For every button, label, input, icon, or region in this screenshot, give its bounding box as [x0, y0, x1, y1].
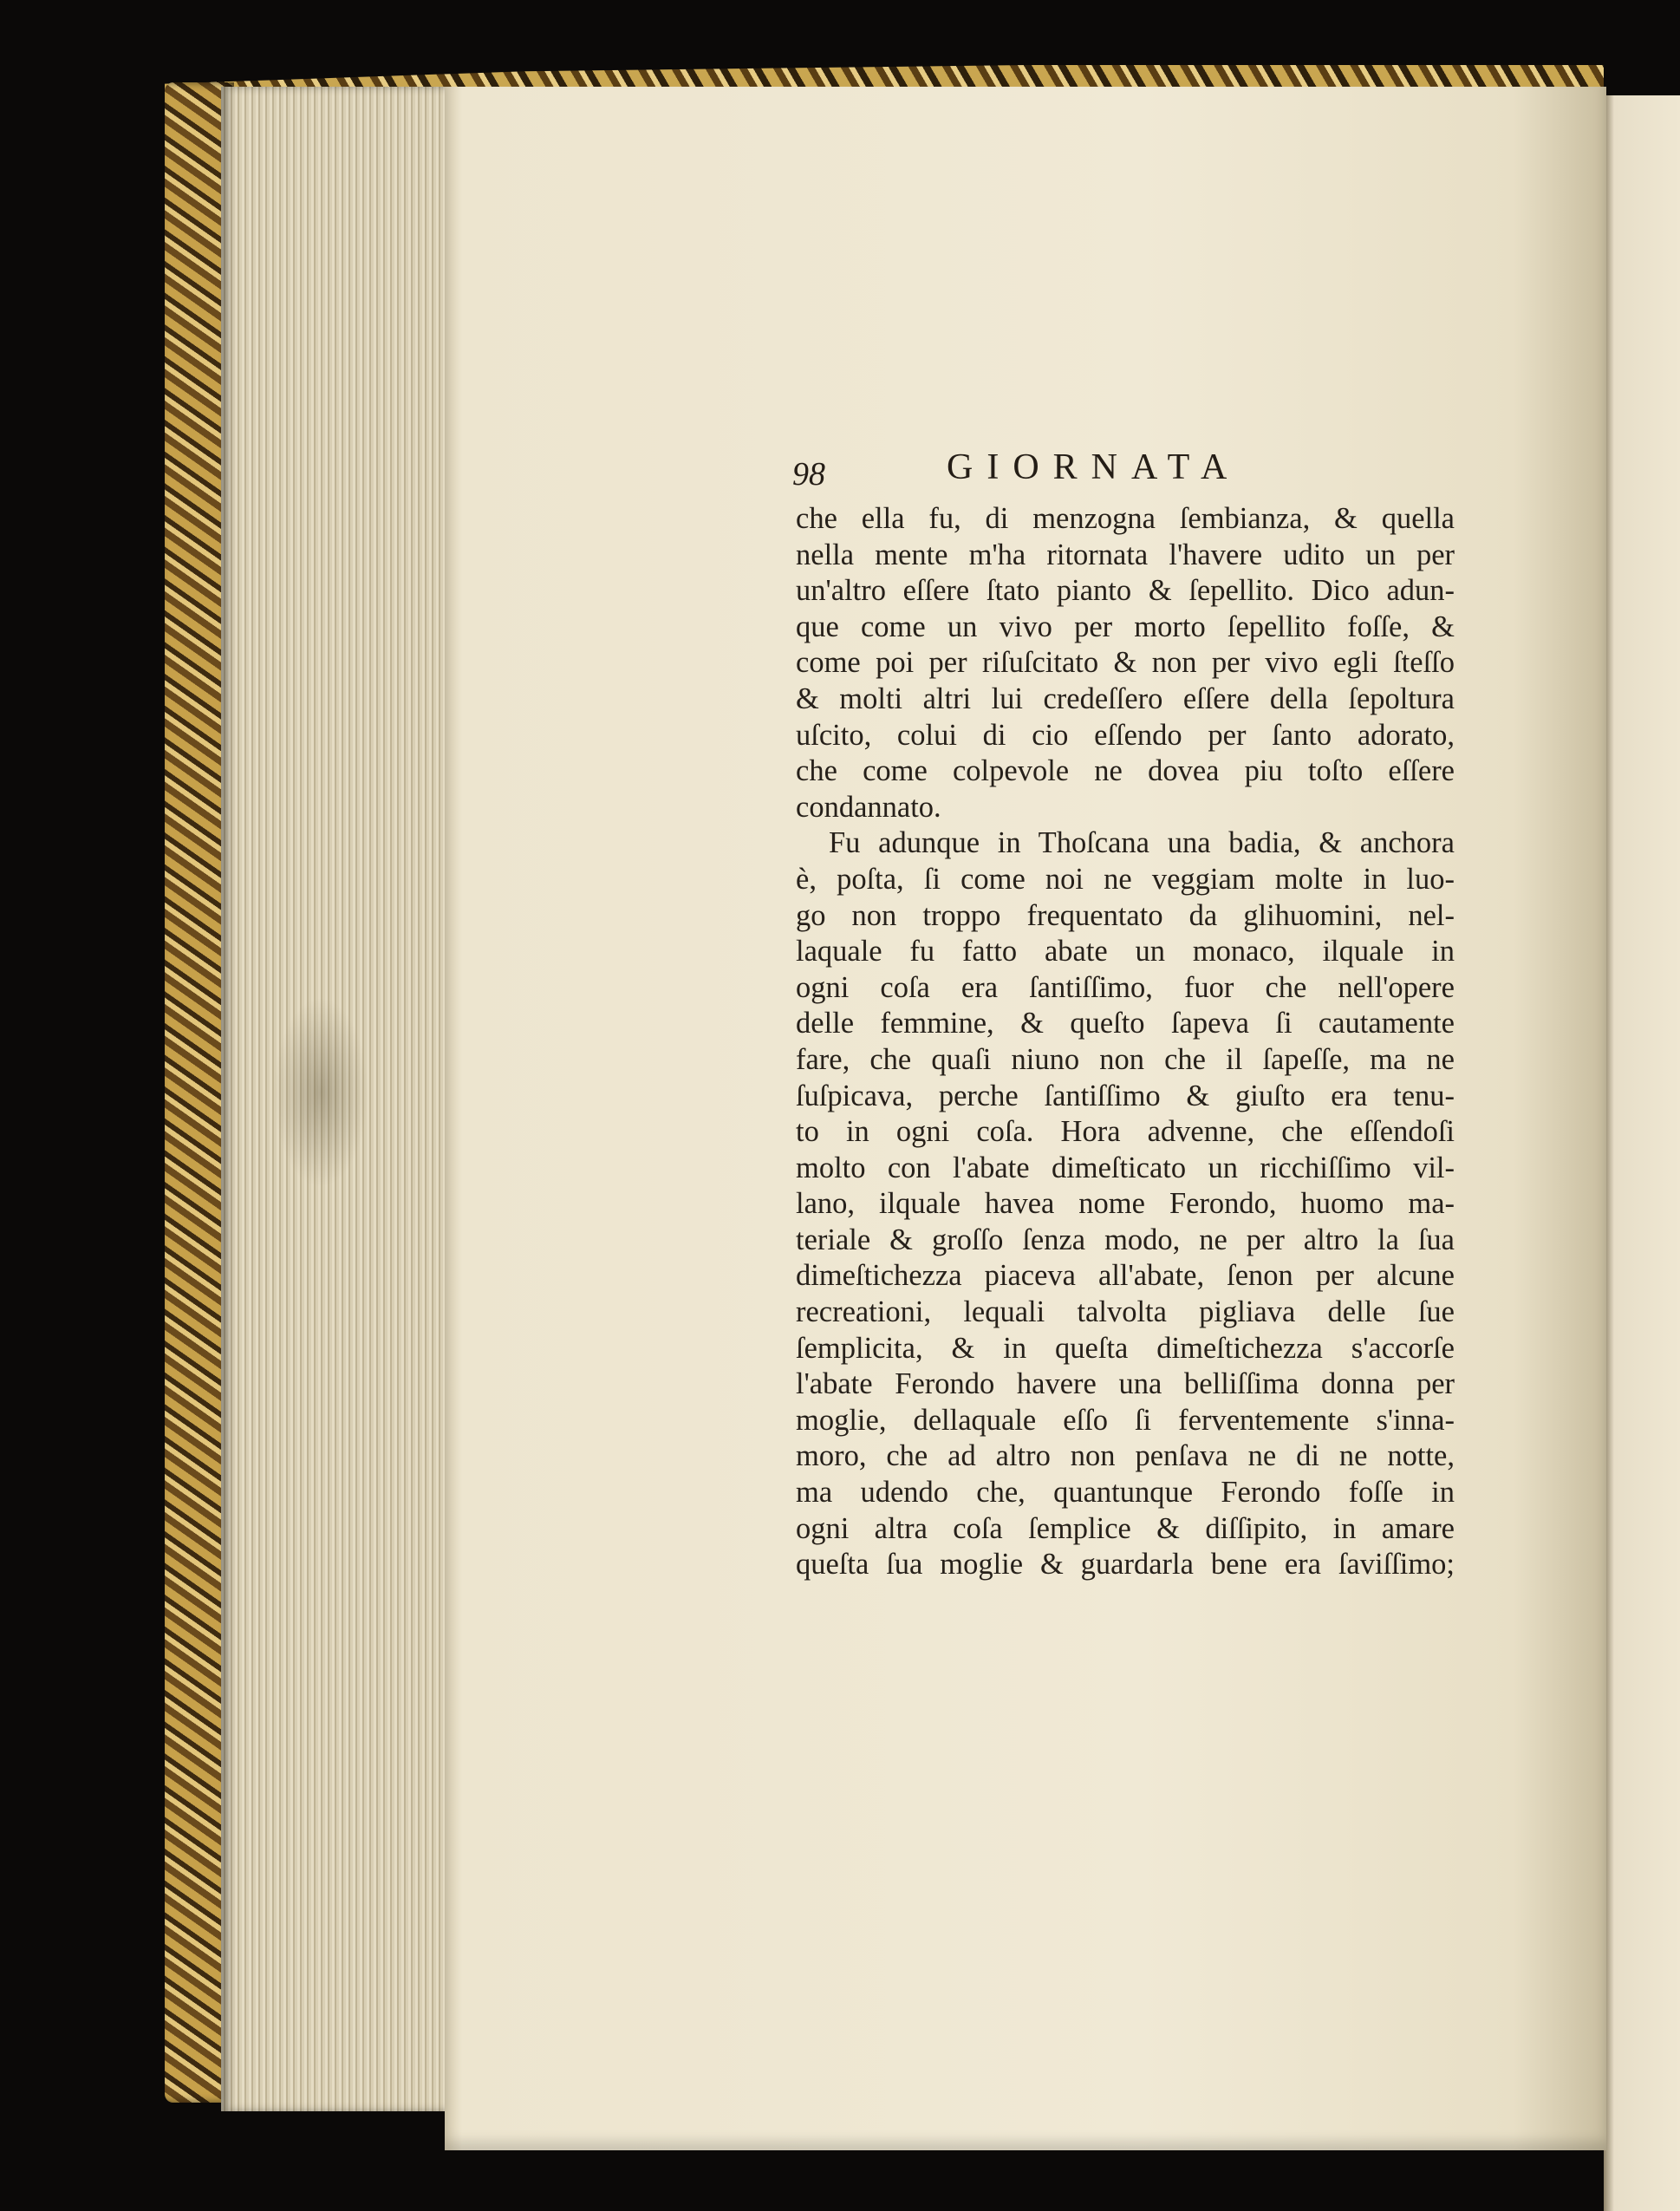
- text-line: fare, che quaſi niuno non che il ſapeſſe, ma ne: [796, 1042, 1455, 1076]
- text-line: l'abate Ferondo havere una belliſſima donna per: [796, 1367, 1455, 1401]
- text-line: lano, ilquale havea nome Ferondo, huomo ma-: [796, 1187, 1455, 1221]
- facing-page-edge: [1604, 95, 1680, 2211]
- text-line: go non troppo frequentato da glihuomini, nel-: [796, 898, 1455, 932]
- text-line: to in ogni coſa. Hora advenne, che eſſendoſi: [796, 1115, 1455, 1149]
- text-line: moro, che ad altro non penſava ne di ne notte,: [796, 1439, 1455, 1473]
- text-line: delle femmine, & queſto ſapeva ſi cautamente: [796, 1007, 1455, 1040]
- text-line: ogni altra coſa ſemplice & diſſipito, in amare: [796, 1511, 1455, 1545]
- text-line: come poi per riſuſcitato & non per vivo egli ſteſſo: [796, 646, 1455, 680]
- body-text: [796, 501, 1455, 1583]
- text-line: un'altro eſſere ſtato pianto & ſepellito. Dico adun-: [796, 574, 1455, 608]
- running-head-title: GIORNATA: [947, 447, 1241, 487]
- page-number: 98: [792, 456, 825, 492]
- text-line: nella mente m'ha ritornata l'havere udito un per: [796, 538, 1455, 571]
- text-line: che ella fu, di menzogna ſembianza, & quella: [796, 502, 1455, 535]
- paragraph-start-line: Fu adunque in Thoſcana una badia, & anchora: [829, 826, 1455, 860]
- text-line: che come colpevole ne dovea piu toſto eſſere: [796, 754, 1455, 788]
- text-line: ogni coſa era ſantiſſimo, fuor che nell'opere: [796, 970, 1455, 1004]
- text-line: uſcito, colui di cio eſſendo per ſanto adorato,: [796, 718, 1455, 752]
- text-line: & molti altri lui credeſſero eſſere della ſepoltura: [796, 682, 1455, 715]
- running-header: [791, 447, 1467, 499]
- page-block-edges: [221, 87, 451, 2111]
- text-line: ſemplicita, & in queſta dimeſtichezza s'accorſe: [796, 1331, 1455, 1365]
- text-line: dimeſtichezza piaceva all'abate, ſenon per alcune: [796, 1259, 1455, 1293]
- text-line: è, poſta, ſi come noi ne veggiam molte in luo-: [796, 862, 1455, 896]
- text-line: recreationi, lequali talvolta pigliava delle ſue: [796, 1295, 1455, 1329]
- text-line: queſta ſua moglie & guardarla bene era ſaviſſimo;: [796, 1548, 1455, 1582]
- text-line: moglie, dellaquale eſſo ſi ferventemente s'inna-: [796, 1403, 1455, 1437]
- text-line: teriale & groſſo ſenza modo, ne per altro la ſua: [796, 1223, 1455, 1256]
- text-line: laquale fu fatto abate un monaco, ilquale in: [796, 935, 1455, 969]
- text-line: que come un vivo per morto ſepellito foſſe, &: [796, 610, 1455, 643]
- text-line: ma udendo che, quantunque Ferondo foſſe in: [796, 1476, 1455, 1510]
- text-line: molto con l'abate dimeſticato un ricchiſſimo vil-: [796, 1151, 1455, 1184]
- text-line: condannato.: [796, 790, 941, 824]
- text-line: ſuſpicava, perche ſantiſſimo & giuſto era tenu-: [796, 1079, 1455, 1112]
